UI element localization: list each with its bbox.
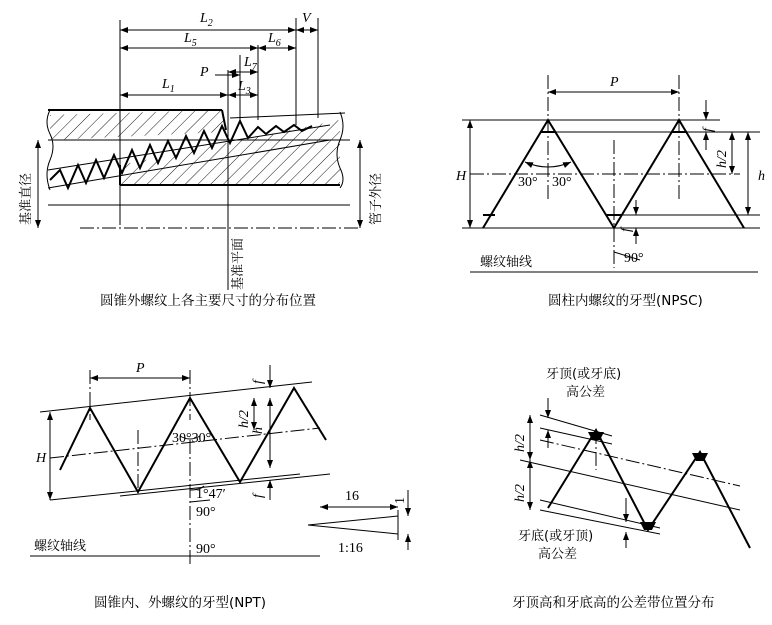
fig1-label-L6: L bbox=[268, 31, 276, 46]
fig2-label-right-angle: 90° bbox=[624, 251, 644, 266]
fig2-caption: 圆柱内螺纹的牙型(NPSC) bbox=[548, 293, 703, 309]
fig1-label-L1: L bbox=[162, 77, 170, 92]
fig3-label-angles: 30°30° bbox=[172, 431, 212, 446]
fig2-label-angle-left: 30° bbox=[518, 175, 538, 190]
fig3-label-f-top: f bbox=[251, 380, 266, 384]
fig4-tolerance-zone bbox=[512, 366, 750, 611]
fig1-label-pipe-od: 管子外径 bbox=[369, 172, 384, 225]
fig2-label-h2: h/2 bbox=[715, 150, 730, 168]
fig3-label-ratio-length: 16 bbox=[345, 489, 359, 504]
fig3-label-right-angle-2: 90° bbox=[196, 542, 216, 557]
fig4-label-h2-bot: h/2 bbox=[513, 484, 528, 502]
svg-text:L6: $L_6$ bbox=[268, 31, 281, 49]
fig3-label-ratio: 1:16 bbox=[338, 541, 363, 556]
fig3-label-axis: 螺纹轴线 bbox=[34, 539, 87, 554]
fig4-label-top-2: 高公差 bbox=[566, 385, 606, 400]
fig4-label-bot-1: 牙底(或牙顶) bbox=[518, 529, 594, 544]
fig1-label-L2: L bbox=[200, 11, 208, 26]
fig3-label-H: H bbox=[36, 451, 47, 466]
svg-text:L1: $L_1$ bbox=[162, 77, 175, 95]
fig1-label-P: P bbox=[200, 65, 209, 80]
fig4-caption: 牙顶高和牙底高的公差带位置分布 bbox=[512, 595, 715, 611]
fig4-label-top-1: 牙顶(或牙底) bbox=[546, 367, 622, 382]
fig2-label-P: P bbox=[610, 75, 619, 90]
fig2-npsc-profile bbox=[455, 75, 765, 309]
fig2-label-f-top: f bbox=[701, 128, 716, 132]
fig2-label-axis: 螺纹轴线 bbox=[480, 255, 533, 270]
fig1-label-datum-plane: 基准平面 bbox=[231, 237, 246, 290]
fig4-label-h2-top: h/2 bbox=[513, 434, 528, 452]
fig3-npt-profile bbox=[30, 361, 408, 611]
fig1-label-L5: L bbox=[184, 31, 192, 46]
svg-text:L2: $L_2$ bbox=[200, 11, 213, 29]
fig1-label-L3: L bbox=[238, 79, 246, 94]
fig1-coupling-hatch bbox=[50, 110, 226, 140]
fig3-label-right-angle-1: 90° bbox=[196, 505, 216, 520]
fig1-label-L7: L bbox=[244, 55, 252, 70]
fig4-label-bot-2: 高公差 bbox=[538, 547, 578, 562]
fig2-label-f-bot: f bbox=[619, 228, 634, 232]
svg-text:L7: $L_7$ bbox=[244, 55, 257, 73]
fig3-label-h: h bbox=[251, 427, 266, 434]
fig2-label-angle-right: 30° bbox=[552, 175, 572, 190]
fig1-label-datum-diameter: 基准直径 bbox=[19, 172, 34, 225]
fig1-caption: 圆锥外螺纹上各主要尺寸的分布位置 bbox=[100, 293, 316, 309]
fig1-taper-external-thread bbox=[18, 11, 384, 309]
fig3-label-taper-angle: 1°47′ bbox=[196, 487, 226, 502]
fig3-label-f-bot: f bbox=[251, 494, 266, 498]
fig3-label-P: P bbox=[136, 361, 145, 376]
svg-text:L3: $L_3$ bbox=[238, 79, 251, 97]
fig3-label-h2: h/2 bbox=[237, 410, 252, 428]
fig3-label-ratio-rise: 1 bbox=[393, 497, 408, 504]
fig2-label-h: h bbox=[758, 169, 765, 184]
fig3-caption: 圆锥内、外螺纹的牙型(NPT) bbox=[94, 595, 267, 611]
fig1-label-V: V bbox=[302, 11, 311, 26]
svg-text:L5: $L_5$ bbox=[184, 31, 197, 49]
fig2-label-H: H bbox=[456, 169, 467, 184]
